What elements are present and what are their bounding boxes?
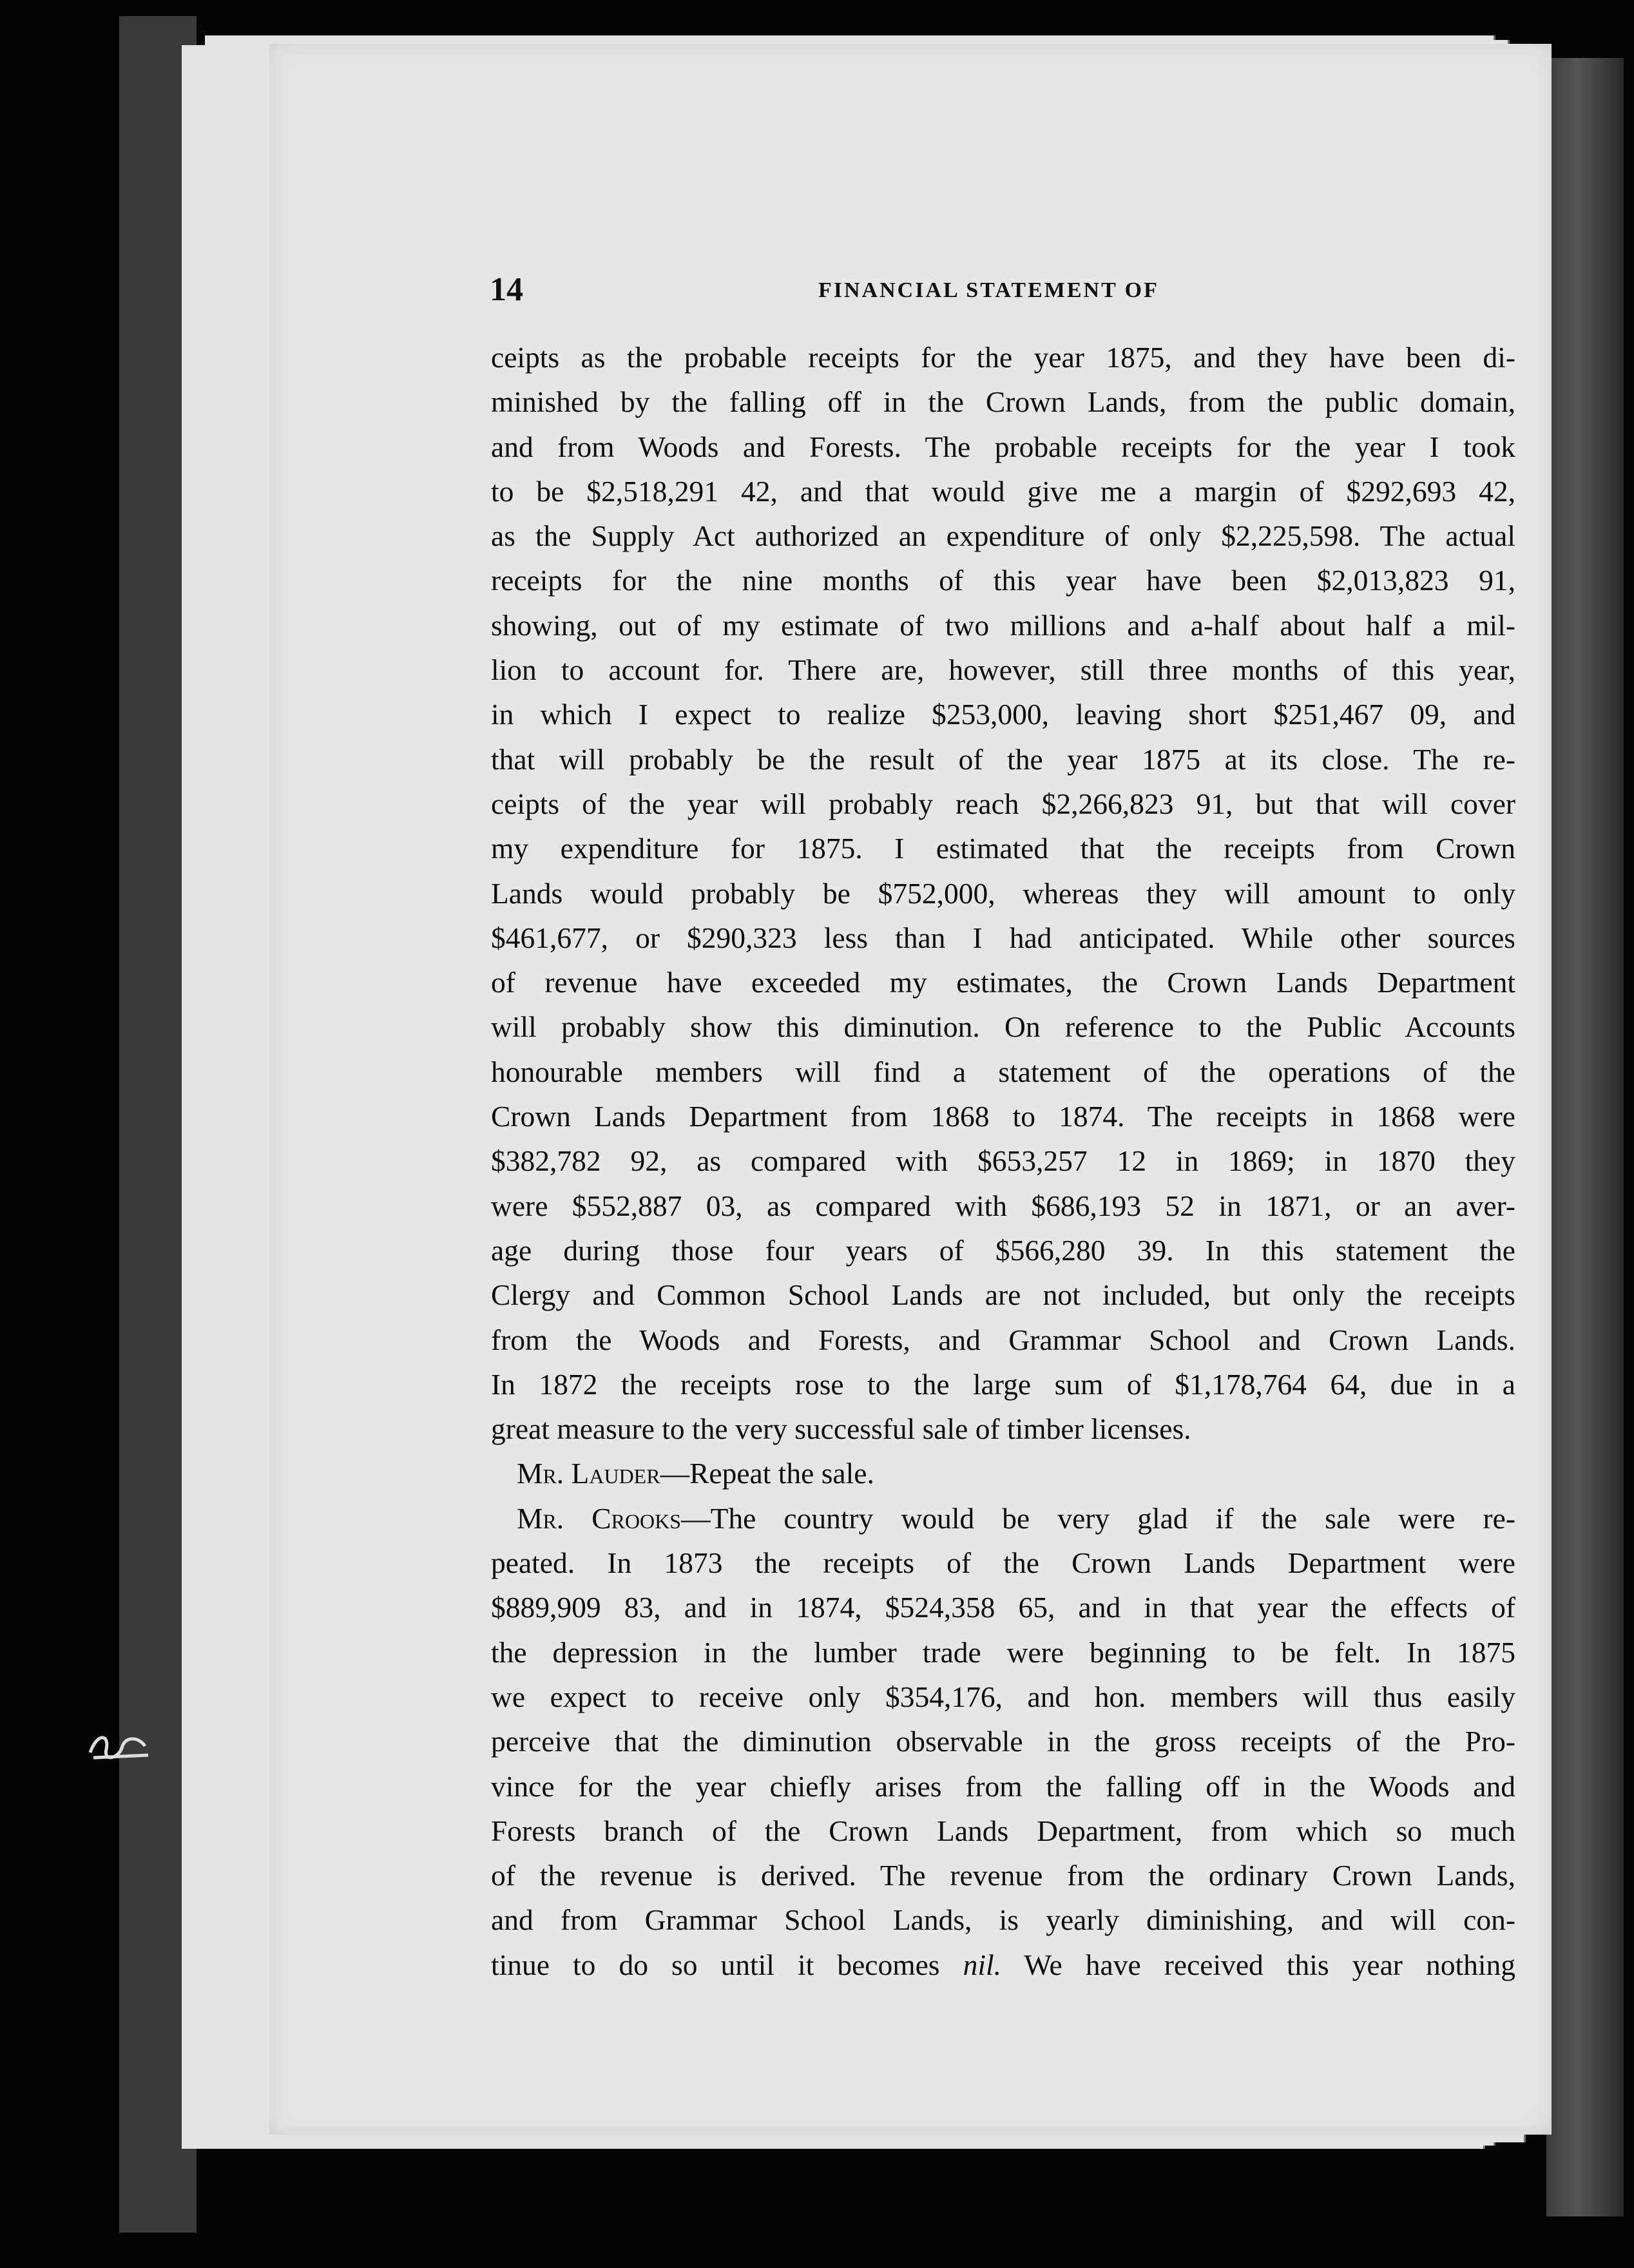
text-line: great measure to the very successful sale of timber licenses. xyxy=(491,1412,1191,1446)
text-line: from the Woods and Forests, and Grammar School and Crown Lands. xyxy=(491,1323,1515,1356)
running-header-title: FINANCIAL STATEMENT OF xyxy=(818,278,1159,302)
text-line: we expect to receive only $354,176, and hon. members will thus easily xyxy=(491,1680,1515,1713)
text-line: Lands would probably be $752,000, whereas they will amount to only xyxy=(491,876,1515,910)
text-line: perceive that the diminution observable in the gross receipts of the Pro- xyxy=(491,1725,1515,1758)
text-line: Forests branch of the Crown Lands Department, from which so much xyxy=(491,1814,1515,1847)
text-line: in which I expect to realize $253,000, leaving short $251,467 09, and xyxy=(491,698,1515,731)
text-line: $889,909 83, and in 1874, $524,358 65, and in that year the effects of xyxy=(491,1591,1515,1624)
text-line: In 1872 the receipts rose to the large sum of $1,178,764 64, due in a xyxy=(491,1367,1515,1401)
text-line: lion to account for. There are, however, still three months of this year, xyxy=(491,653,1515,687)
text-line: $461,677, or $290,323 less than I had anticipated. While other sources xyxy=(491,921,1515,954)
text-fragment: We have received this year nothing xyxy=(1001,1948,1516,1981)
text-line: $382,782 92, as compared with $653,257 12 in 1869; in 1870 they xyxy=(491,1144,1515,1178)
text-line: to be $2,518,291 42, and that would give me a margin of $292,693 42, xyxy=(491,474,1515,508)
text-line: showing, out of my estimate of two millions and a-half about half a mil- xyxy=(491,608,1515,642)
text-line: honourable members will find a statement of the operations of the xyxy=(491,1055,1515,1088)
speaker-name: Mr. Lauder xyxy=(517,1457,660,1490)
page-shadow xyxy=(1546,58,1624,2216)
text-line: were $552,887 03, as compared with $686,193 52 in 1871, or an aver- xyxy=(491,1189,1515,1222)
speech-text: —Repeat the sale. xyxy=(660,1457,874,1490)
speech-text: —The country would be very glad if the sale were re- xyxy=(681,1501,1515,1535)
text-line: and from Grammar School Lands, is yearly diminishing, and will con- xyxy=(491,1903,1515,1937)
text-line: will probably show this diminution. On reference to the Public Accounts xyxy=(491,1010,1515,1044)
text-line: of the revenue is derived. The revenue from the ordinary Crown Lands, xyxy=(491,1859,1515,1892)
text-line: minished by the falling off in the Crown Lands, from the public domain, xyxy=(491,385,1515,419)
text-line: the depression in the lumber trade were beginning to be felt. In 1875 xyxy=(491,1635,1515,1669)
italic-word: nil. xyxy=(963,1948,1001,1981)
text-line: ceipts as the probable receipts for the year 1875, and they have been di- xyxy=(491,341,1515,374)
text-line: ceipts of the year will probably reach $2,266,823 91, but that will cover xyxy=(491,787,1515,820)
page-number: 14 xyxy=(490,271,523,308)
running-head xyxy=(490,271,1456,309)
text-line-last xyxy=(491,1943,1515,1987)
text-line: peated. In 1873 the receipts of the Crown Lands Department were xyxy=(491,1546,1515,1580)
text-line: Clergy and Common School Lands are not included, but only the receipts xyxy=(491,1278,1515,1312)
body-text xyxy=(491,335,1515,1987)
text-line: receipts for the nine months of this year have been $2,013,823 91, xyxy=(491,564,1515,597)
text-fragment: tinue to do so until it becomes xyxy=(491,1948,963,1981)
text-line: and from Woods and Forests. The probable receipts for the year I took xyxy=(491,430,1515,463)
speaker-name: Mr. Crooks xyxy=(517,1501,682,1535)
text-line: my expenditure for 1875. I estimated that the receipts from Crown xyxy=(491,832,1515,865)
text-line: that will probably be the result of the year 1875 at its close. The re- xyxy=(491,742,1515,776)
text-line: as the Supply Act authorized an expenditure of only $2,225,598. The actual xyxy=(491,519,1515,553)
text-line: Crown Lands Department from 1868 to 1874. The receipts in 1868 were xyxy=(491,1100,1515,1133)
speech-crooks xyxy=(491,1496,1515,1541)
speech-lauder xyxy=(491,1451,1515,1495)
margin-ink-mark xyxy=(84,1727,155,1765)
text-line: of revenue have exceeded my estimates, the Crown Lands Department xyxy=(491,966,1515,999)
text-line: age during those four years of $566,280 39. In this statement the xyxy=(491,1233,1515,1267)
text-line: vince for the year chiefly arises from the falling off in the Woods and xyxy=(491,1769,1515,1803)
